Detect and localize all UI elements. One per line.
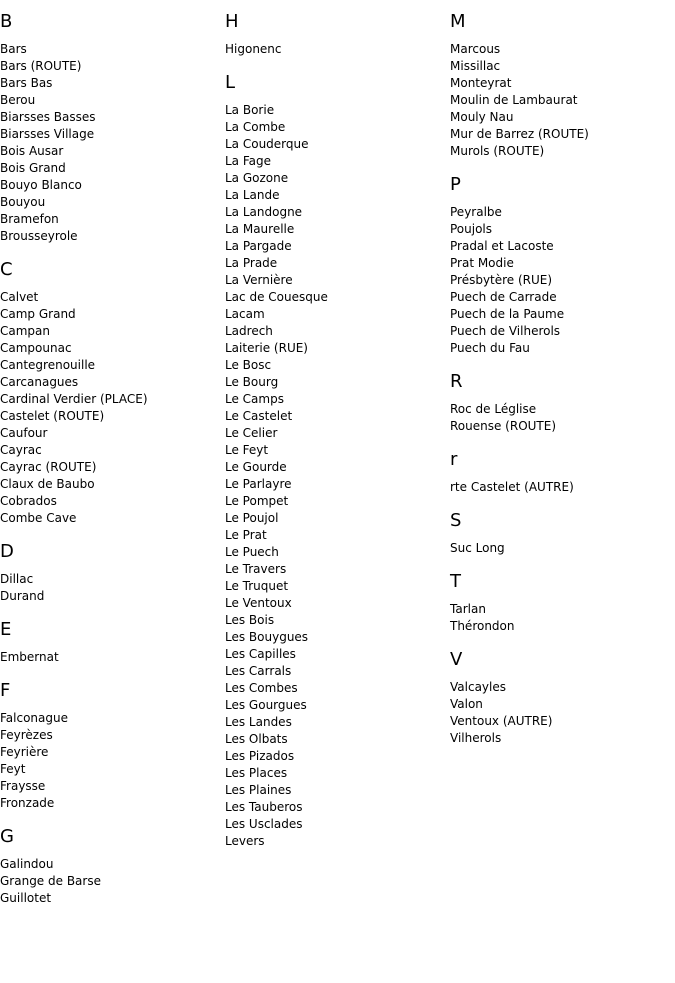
place-name-link[interactable]: La Landogne bbox=[225, 205, 303, 219]
place-name-link[interactable]: Cayrac bbox=[0, 443, 42, 457]
place-list bbox=[450, 204, 670, 357]
place-name-link[interactable]: Le Camps bbox=[225, 392, 284, 406]
place-name-link[interactable]: Le Pompet bbox=[225, 494, 289, 508]
letter-section bbox=[450, 649, 670, 747]
place-name-link[interactable]: La Gozone bbox=[225, 171, 289, 185]
place-list bbox=[0, 856, 220, 907]
place-name-link[interactable]: Berou bbox=[0, 93, 36, 107]
place-name-link[interactable]: Puech de Vilherols bbox=[450, 324, 561, 338]
letter-section bbox=[0, 826, 220, 907]
letter-section bbox=[0, 11, 220, 245]
place-list bbox=[0, 649, 220, 666]
section-letter-heading: M bbox=[450, 11, 466, 32]
index-column-1 bbox=[0, 11, 220, 921]
place-name-link[interactable]: Les Gourgues bbox=[225, 698, 307, 712]
place-name-link[interactable]: Mouly Nau bbox=[450, 110, 514, 124]
place-name-link[interactable]: Ventoux (AUTRE) bbox=[450, 714, 553, 728]
place-list bbox=[225, 41, 445, 58]
place-name-link[interactable]: La Maurelle bbox=[225, 222, 295, 236]
place-name-link[interactable]: Moulin de Lambaurat bbox=[450, 93, 578, 107]
place-name-link[interactable]: Bars (ROUTE) bbox=[0, 59, 82, 73]
section-letter-heading: B bbox=[0, 11, 13, 32]
place-name-link[interactable]: Roc de Léglise bbox=[450, 402, 537, 416]
place-name-link[interactable]: Monteyrat bbox=[450, 76, 512, 90]
place-name-link[interactable]: Le Castelet bbox=[225, 409, 293, 423]
place-name-link[interactable]: Falconague bbox=[0, 711, 68, 725]
place-name-link[interactable]: Bars bbox=[0, 42, 27, 56]
place-name-link[interactable]: Bars Bas bbox=[0, 76, 53, 90]
place-name-link[interactable]: Le Parlayre bbox=[225, 477, 292, 491]
section-letter-heading: E bbox=[0, 619, 12, 640]
place-name-link[interactable]: Valon bbox=[450, 697, 483, 711]
letter-section bbox=[450, 449, 670, 496]
place-name-link[interactable]: Campan bbox=[0, 324, 50, 338]
place-name-link[interactable]: La Combe bbox=[225, 120, 286, 134]
place-name-link[interactable]: Bouyo Blanco bbox=[0, 178, 82, 192]
place-name-link[interactable]: Le Bourg bbox=[225, 375, 279, 389]
place-name-link[interactable]: Bois Ausar bbox=[0, 144, 64, 158]
section-letter-heading: C bbox=[0, 259, 13, 280]
place-name-link[interactable]: Carcanagues bbox=[0, 375, 79, 389]
section-letter-heading: F bbox=[0, 680, 11, 701]
letter-section bbox=[0, 619, 220, 666]
section-letter-heading: R bbox=[450, 371, 463, 392]
place-name-link[interactable]: Le Travers bbox=[225, 562, 287, 576]
place-name-link[interactable]: Higonenc bbox=[225, 42, 282, 56]
section-letter-heading: r bbox=[450, 449, 458, 470]
section-letter-heading: D bbox=[0, 541, 14, 562]
place-name-link[interactable]: Campounac bbox=[0, 341, 72, 355]
place-name-link[interactable]: Les Carrals bbox=[225, 664, 292, 678]
place-name-link[interactable]: Murols (ROUTE) bbox=[450, 144, 545, 158]
place-name-link[interactable]: Bouyou bbox=[0, 195, 46, 209]
letter-section bbox=[0, 680, 220, 812]
place-name-link[interactable]: Lacam bbox=[225, 307, 265, 321]
place-name-link[interactable]: Puech du Fau bbox=[450, 341, 530, 355]
place-name-link[interactable]: Puech de Carrade bbox=[450, 290, 557, 304]
place-name-link[interactable]: Feyrèzes bbox=[0, 728, 53, 742]
place-name-link[interactable]: Camp Grand bbox=[0, 307, 76, 321]
place-name-link[interactable]: Les Bouygues bbox=[225, 630, 309, 644]
place-name-link[interactable]: Tarlan bbox=[450, 602, 486, 616]
place-name-link[interactable]: Le Truquet bbox=[225, 579, 289, 593]
place-name-link[interactable]: Feyrière bbox=[0, 745, 49, 759]
place-name-link[interactable]: La Lande bbox=[225, 188, 280, 202]
place-name-link[interactable]: Cantegrenouille bbox=[0, 358, 96, 372]
place-name-link[interactable]: La Vernière bbox=[225, 273, 293, 287]
place-name-link[interactable]: Mur de Barrez (ROUTE) bbox=[450, 127, 589, 141]
place-name-link[interactable]: Bois Grand bbox=[0, 161, 66, 175]
letter-section bbox=[450, 11, 670, 160]
place-name-link[interactable]: Le Puech bbox=[225, 545, 279, 559]
section-letter-heading: G bbox=[0, 826, 14, 847]
place-name-link[interactable]: Brousseyrole bbox=[0, 229, 78, 243]
place-name-link[interactable]: Le Bosc bbox=[225, 358, 272, 372]
place-name-link[interactable]: Galindou bbox=[0, 857, 54, 871]
place-name-link[interactable]: Claux de Baubo bbox=[0, 477, 95, 491]
place-name-link[interactable]: Les Olbats bbox=[225, 732, 288, 746]
place-name-link[interactable]: Biarsses Village bbox=[0, 127, 95, 141]
place-name-link[interactable]: Suc Long bbox=[450, 541, 505, 555]
place-name-link[interactable]: La Prade bbox=[225, 256, 278, 270]
place-name-link[interactable]: Combe Cave bbox=[0, 511, 77, 525]
place-list bbox=[450, 540, 670, 557]
letter-section bbox=[0, 541, 220, 605]
place-name-link[interactable]: Feyt bbox=[0, 762, 26, 776]
place-name-link[interactable]: Le Feyt bbox=[225, 443, 269, 457]
place-list bbox=[0, 289, 220, 527]
place-list bbox=[450, 401, 670, 435]
place-name-link[interactable]: Les Combes bbox=[225, 681, 298, 695]
index-column-3 bbox=[450, 11, 670, 761]
place-name-link[interactable]: Valcayles bbox=[450, 680, 506, 694]
place-name-link[interactable]: Missillac bbox=[450, 59, 501, 73]
place-name-link[interactable]: Marcous bbox=[450, 42, 501, 56]
section-letter-heading: S bbox=[450, 510, 462, 531]
place-name-link[interactable]: Calvet bbox=[0, 290, 39, 304]
place-name-link[interactable]: rte Castelet (AUTRE) bbox=[450, 480, 574, 494]
place-list bbox=[450, 479, 670, 496]
place-name-link[interactable]: Rouense (ROUTE) bbox=[450, 419, 557, 433]
place-name-link[interactable]: Le Prat bbox=[225, 528, 267, 542]
section-letter-heading: T bbox=[450, 571, 461, 592]
place-name-link[interactable]: Cayrac (ROUTE) bbox=[0, 460, 97, 474]
place-name-link[interactable]: La Couderque bbox=[225, 137, 309, 151]
place-list bbox=[450, 41, 670, 160]
place-name-link[interactable]: Biarsses Basses bbox=[0, 110, 96, 124]
place-name-link[interactable]: Castelet (ROUTE) bbox=[0, 409, 105, 423]
letter-section bbox=[450, 371, 670, 435]
place-name-link[interactable]: La Pargade bbox=[225, 239, 292, 253]
place-name-link[interactable]: Puech de la Paume bbox=[450, 307, 565, 321]
place-list bbox=[0, 710, 220, 812]
letter-section bbox=[450, 510, 670, 557]
place-name-link[interactable]: Les Capilles bbox=[225, 647, 296, 661]
place-name-link[interactable]: Embernat bbox=[0, 650, 59, 664]
place-name-link[interactable]: Les Landes bbox=[225, 715, 292, 729]
place-name-link[interactable]: Vilherols bbox=[450, 731, 502, 745]
place-name-link[interactable]: Thérondon bbox=[450, 619, 515, 633]
place-list bbox=[450, 601, 670, 635]
place-name-link[interactable]: Les Places bbox=[225, 766, 288, 780]
place-name-link[interactable]: Peyralbe bbox=[450, 205, 502, 219]
place-list bbox=[0, 41, 220, 245]
place-name-link[interactable]: Les Plaines bbox=[225, 783, 292, 797]
place-name-link[interactable]: Levers bbox=[225, 834, 265, 848]
letter-section bbox=[450, 571, 670, 635]
place-name-link[interactable]: Guillotet bbox=[0, 891, 52, 905]
section-letter-heading: H bbox=[225, 11, 239, 32]
place-name-link[interactable]: La Fage bbox=[225, 154, 272, 168]
place-name-link[interactable]: Les Tauberos bbox=[225, 800, 303, 814]
place-name-link[interactable]: La Borie bbox=[225, 103, 275, 117]
section-letter-heading: V bbox=[450, 649, 463, 670]
letter-section bbox=[450, 174, 670, 357]
place-name-link[interactable]: Le Gourde bbox=[225, 460, 287, 474]
place-name-link[interactable]: Les Bois bbox=[225, 613, 275, 627]
section-letter-heading: L bbox=[225, 72, 236, 93]
place-name-link[interactable]: Le Poujol bbox=[225, 511, 279, 525]
place-name-link[interactable]: Ladrech bbox=[225, 324, 273, 338]
place-list bbox=[450, 679, 670, 747]
place-name-link[interactable]: Laiterie (RUE) bbox=[225, 341, 308, 355]
letter-section bbox=[225, 72, 445, 850]
letter-section bbox=[0, 259, 220, 527]
place-list bbox=[225, 102, 445, 850]
place-name-link[interactable]: Le Celier bbox=[225, 426, 278, 440]
place-name-link[interactable]: Prat Modie bbox=[450, 256, 514, 270]
place-name-link[interactable]: Cardinal Verdier (PLACE) bbox=[0, 392, 148, 406]
place-name-link[interactable]: Bramefon bbox=[0, 212, 59, 226]
place-name-link[interactable]: Les Pizados bbox=[225, 749, 295, 763]
place-name-link[interactable]: Cobrados bbox=[0, 494, 57, 508]
place-name-link[interactable]: Pradal et Lacoste bbox=[450, 239, 554, 253]
place-name-link[interactable]: Le Ventoux bbox=[225, 596, 292, 610]
place-name-link[interactable]: Fraysse bbox=[0, 779, 46, 793]
place-list bbox=[0, 571, 220, 605]
index-column-2 bbox=[225, 11, 445, 864]
place-name-link[interactable]: Les Usclades bbox=[225, 817, 303, 831]
place-name-link[interactable]: Poujols bbox=[450, 222, 493, 236]
place-name-link[interactable]: Lac de Couesque bbox=[225, 290, 328, 304]
section-letter-heading: P bbox=[450, 174, 461, 195]
place-name-link[interactable]: Grange de Barse bbox=[0, 874, 101, 888]
place-name-link[interactable]: Caufour bbox=[0, 426, 48, 440]
letter-section bbox=[225, 11, 445, 58]
place-name-link[interactable]: Durand bbox=[0, 589, 45, 603]
place-name-link[interactable]: Fronzade bbox=[0, 796, 55, 810]
place-name-link[interactable]: Présbytère (RUE) bbox=[450, 273, 553, 287]
place-name-link[interactable]: Dillac bbox=[0, 572, 34, 586]
